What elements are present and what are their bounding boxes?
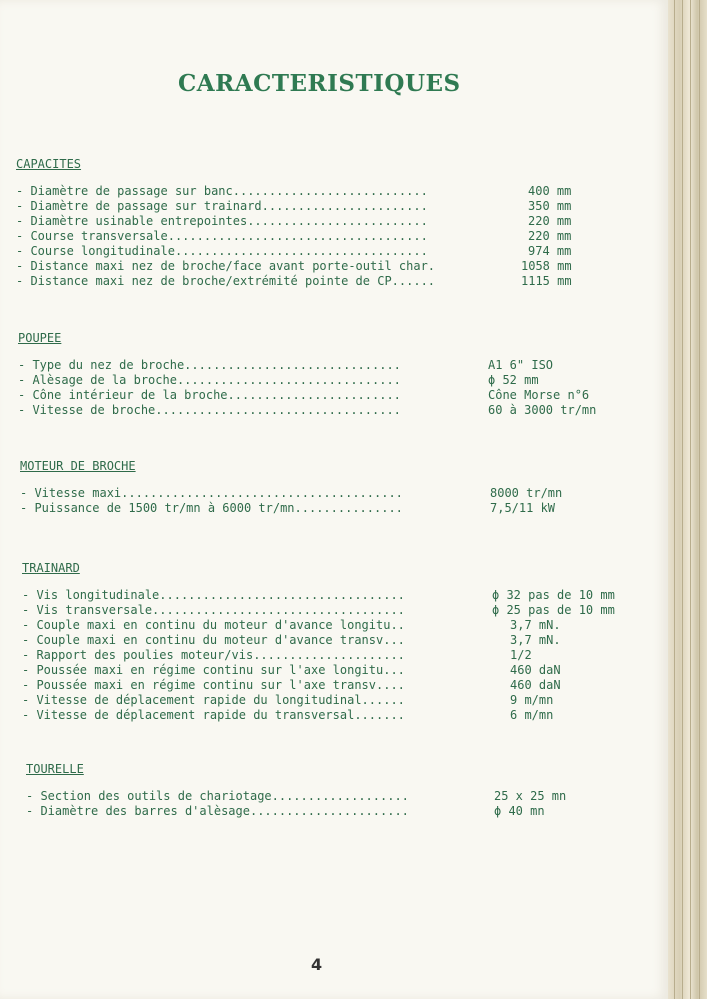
section-heading: TOURELLE [26,762,84,776]
spec-row [16,259,596,274]
spec-value: 7,5/11 kW [490,501,556,515]
spec-row [16,244,596,259]
spec-value: 1058 mm [521,259,572,273]
spec-row [26,804,626,819]
section-heading: TRAINARD [22,561,80,575]
spec-row [20,501,620,516]
spec-row [22,663,642,678]
section-trainard [22,561,642,723]
spec-label: - Diamètre usinable entrepointes......................... [16,214,428,228]
spec-row [22,588,642,603]
binder-page-edges [668,0,707,999]
spec-row [22,603,642,618]
spec-value: ϕ 32 pas de 10 mm [492,588,615,602]
spec-row [16,199,596,214]
spec-value: 8000 tr/mn [490,486,563,500]
section-tourelle [26,762,626,819]
spec-row [22,708,642,723]
spec-label: - Type du nez de broche.............................. [18,358,401,372]
spec-value: 6 m/mn [510,708,554,722]
spec-label: - Cône intérieur de la broche........................ [18,388,401,402]
spec-label: - Alèsage de la broche............................... [18,373,401,387]
page-number: 4 [311,955,323,974]
spec-label: - Poussée maxi en régime continu sur l'axe transv.... [22,678,405,692]
spec-value: ϕ 40 mn [494,804,545,818]
spec-label: - Diamètre des barres d'alèsage...................... [26,804,409,818]
spec-value: 3,7 mN. [510,618,561,632]
spec-label: - Couple maxi en continu du moteur d'avance longitu.. [22,618,405,632]
section-heading: MOTEUR DE BROCHE [20,459,136,473]
spec-label: - Puissance de 1500 tr/mn à 6000 tr/mn............... [20,501,403,515]
spec-value: 3,7 mN. [510,633,561,647]
spec-value: 220 mm [528,214,572,228]
spec-label: - Vis transversale................................... [22,603,405,617]
spec-value: 25 x 25 mn [494,789,567,803]
spec-row [22,693,642,708]
spec-row [22,618,642,633]
spec-label: - Poussée maxi en régime continu sur l'axe longitu... [22,663,405,677]
spec-value: 350 mm [528,199,572,213]
spec-row [18,373,618,388]
spec-row [20,486,620,501]
spec-row [18,358,618,373]
spec-label: - Diamètre de passage sur banc........................... [16,184,428,198]
spec-value: 460 daN [510,678,561,692]
spec-value: 60 à 3000 tr/mn [488,403,597,417]
spec-row [22,648,642,663]
spec-label: - Course longitudinale................................... [16,244,428,258]
spec-row [18,388,618,403]
spec-value: 460 daN [510,663,561,677]
spec-value: 9 m/mn [510,693,554,707]
spec-row [16,184,596,199]
spec-label: - Vitesse de broche.................................. [18,403,401,417]
page-title: CARACTERISTIQUES [178,70,461,97]
spec-value: 1/2 [510,648,532,662]
spec-label: - Vitesse de déplacement rapide du transversal....... [22,708,405,722]
spec-row [22,678,642,693]
spec-label: - Course transversale.................................... [16,229,428,243]
spec-row [26,789,626,804]
section-capacites [16,157,596,289]
spec-label: - Vis longitudinale.................................. [22,588,405,602]
spec-value: 400 mm [528,184,572,198]
spec-row [16,274,596,289]
spec-row [16,214,596,229]
section-moteur-de-broche [20,459,620,516]
spec-label: - Vitesse maxi....................................... [20,486,403,500]
spec-value: 220 mm [528,229,572,243]
spec-label: - Couple maxi en continu du moteur d'avance transv... [22,633,405,647]
section-heading: POUPEE [18,331,62,345]
spec-row [16,229,596,244]
spec-value: Cône Morse n°6 [488,388,590,402]
spec-value: A1 6" ISO [488,358,554,372]
section-heading: CAPACITES [16,157,82,171]
section-poupee [18,331,618,418]
spec-label: - Diamètre de passage sur trainard....................... [16,199,428,213]
spec-row [18,403,618,418]
spec-value: ϕ 52 mm [488,373,539,387]
spec-label: - Vitesse de déplacement rapide du longitudinal...... [22,693,405,707]
spec-value: ϕ 25 pas de 10 mm [492,603,615,617]
spec-value: 974 mm [528,244,572,258]
spec-label: - Distance maxi nez de broche/face avant porte-outil char. [16,259,436,273]
spec-label: - Section des outils de chariotage................... [26,789,409,803]
spec-row [22,633,642,648]
spec-value: 1115 mm [521,274,572,288]
spec-label: - Rapport des poulies moteur/vis..................... [22,648,405,662]
spec-label: - Distance maxi nez de broche/extrémité pointe de CP...... [16,274,436,288]
